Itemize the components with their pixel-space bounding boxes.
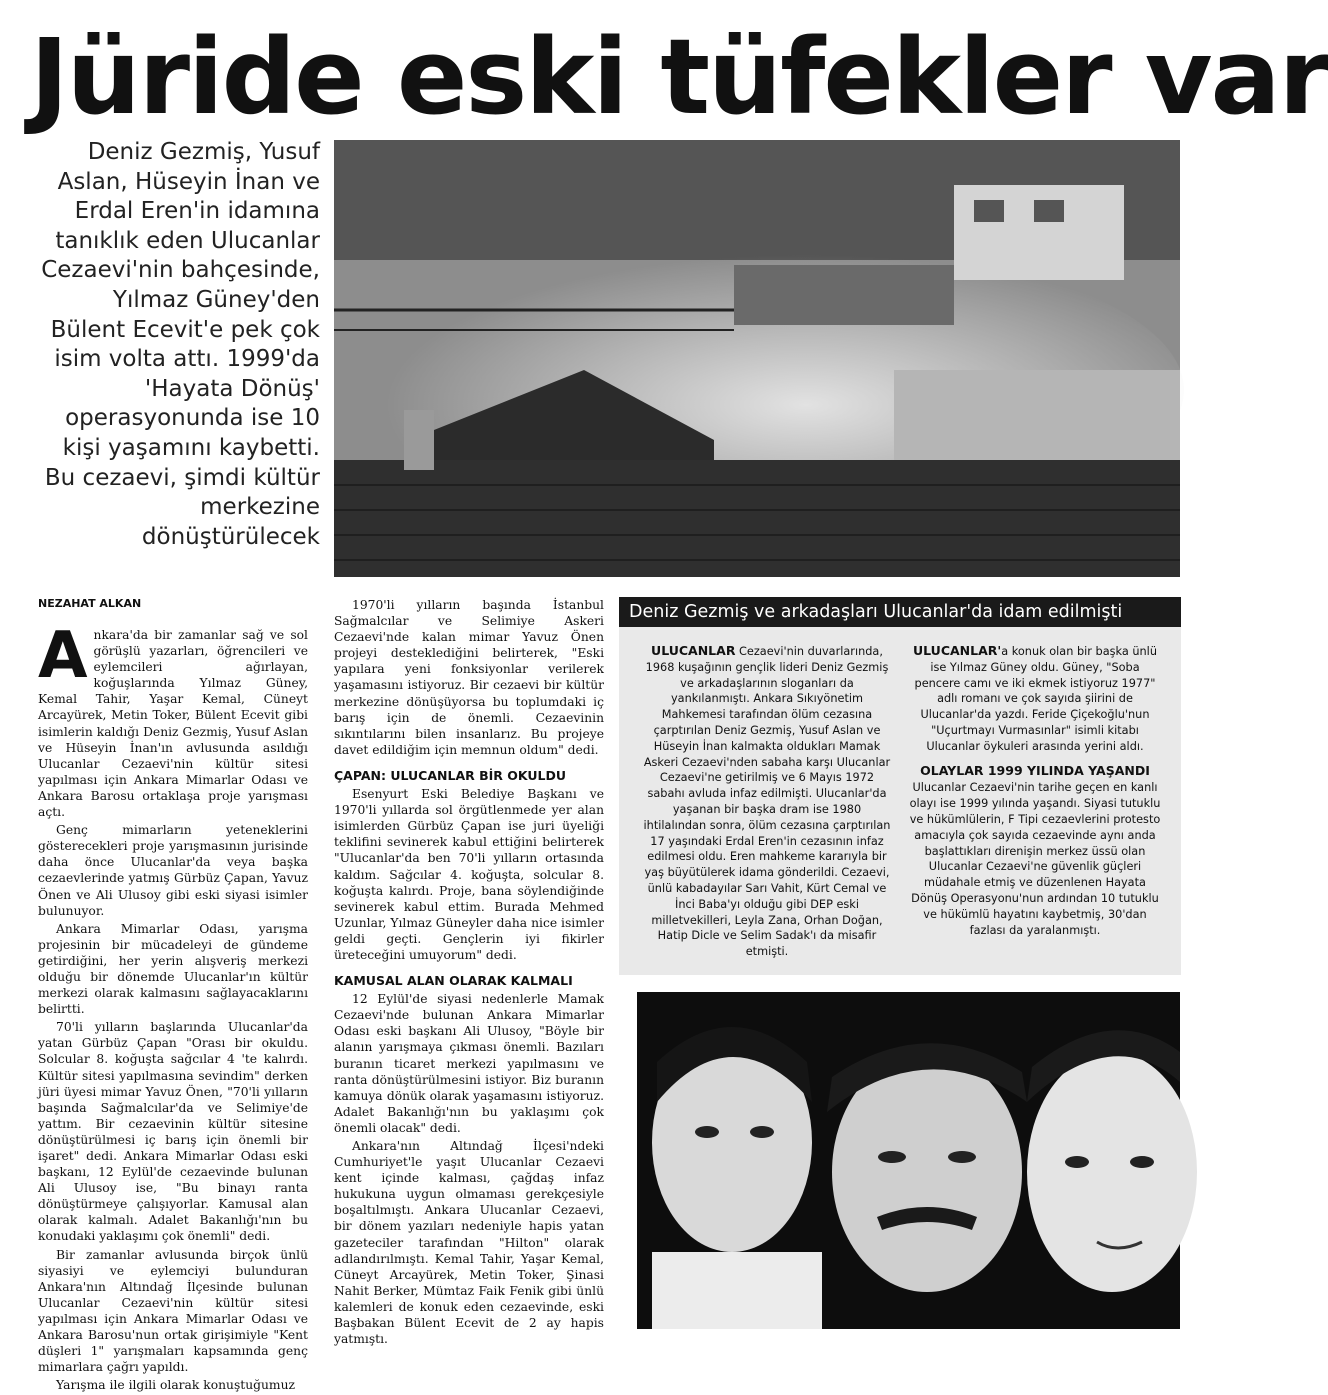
paragraph: 70'li yılların başlarında Ulucanlar'da yatan Gürbüz Çapan "Orası bir okuldu. Solcular 8. koğuşta sağcılar 4 'te kalırdı. Kültür sitesi yapılmasına sevindim" derken jüri üyesi mimar Yavuz Önen, "70'li yılların başında Sağmalcılar'da ve Selimiye'de yattım. Bir cezaevinin kültür sitesine dönüştürülmesi iç barış için önemli bir işaret" dedi. Ankara Mimarlar Odası eski başkanı, 12 Eylül'de cezaevinde bulunan Ali Ulusoy ise, "Bu binayı ranta dönüştürmeye çalışıyorlar. Kamusal alan olarak kalmalı. Adalet Bakanlığı'nın bu konudaki yaklaşımı çok önemli" dedi. bbox=[38, 1020, 308, 1244]
article-column-1 bbox=[38, 619, 308, 1395]
headline: Jüride eski tüfekler var bbox=[30, 16, 1328, 138]
paragraph: Ankara'da bir zamanlar sağ ve sol görüşlü yazarları, öğrencileri ve eylemcileri ağırlayan, koğuşlarında Yılmaz Güney, Kemal Tahir, Yaşar Kemal, Cüneyt Arcayürek, Metin Toker, Bülent Ecevit gibi isimlerin kaldığı Deniz Gezmiş, Yusuf Aslan ve Hüseyin İnan'ın avlusunda asıldığı Ulucanlar Cezaevi'nin kültür sitesi yapılması için Ankara Mimarlar Odası ve Ankara Barosu ortaklaşa proje yarışması açtı. bbox=[38, 619, 308, 820]
paragraph: 1970'li yılların başında İstanbul Sağmalcılar ve Selimiye Askeri Cezaevi'nde kalan mimar Yavuz Önen projeyi desteklediğini belirterek, "Eski yapılara yeni fonksiyonlar verilerek yaşamasını istiyoruz. Bir cezaevi bir kültür merkezine dönüşüyorsa bu toplumdaki iç barış için de önemli. Cezaevinin sıkıntılarını bilen insanlarız. Bu projeye davet edildiğim için memnun oldum" dedi. bbox=[334, 598, 604, 757]
sidebar-box bbox=[619, 627, 1181, 975]
sidebar-text: Cezaevi'nin duvarlarında, 1968 kuşağının gençlik lideri Deniz Gezmiş ve arkadaşlarının sloganları da yankılanmıştı. Ankara Sıkıyönetim Mahkemesi tarafından ölüm cezasına çarptırılan Deniz Gezmiş, Yusuf Aslan ve Hüseyin İnan kalmakta oldukları Mamak Askeri Cezaevi'nden sabaha karşı Ulucanlar Cezaevi'ne getirilmiş ve 6 Mayıs 1972 sabahı avluda infaz edilmişti. Ulucanlar'da yaşanan bir başka dram ise 1980 ihtilalından sonra, ölüm cezasına çarptırılan 17 yaşındaki Erdal Eren'in cezasının infaz edilmesi oldu. Eren mahkeme kararıyla bir yaş büyütülerek idama gönderildi. Cezaevi, ünlü kabadayılar Sarı Vahit, Kürt Cemal ve İnci Baba'yı olduğu gibi DEP eski milletvekilleri, Leyla Zana, Orhan Doğan, Hatip Dicle ve Selim Sadak'ı da misafir etmişti. bbox=[643, 645, 891, 959]
sidebar-text: Ulucanlar Cezaevi'nin tarihe geçen en kanlı olayı ise 1999 yılında yaşandı. Siyasi tutuklu ve hükümlülerin, F Tipi cezaevlerini protesto amacıyla çok sayıda cezaevinde aynı anda başlattıkları direnişin merkez üssü olan Ulucanlar Cezaevi'ne güvenlik güçleri müdahale etmiş ve düzenlenen Hayata Dönüş Operasyonu'nun ardından 10 tutuklu ve hükümlü hayatını kaybetmiş, 30'dan fazlası da yaralanmıştı. bbox=[909, 781, 1161, 937]
paragraph: Esenyurt Eski Belediye Başkanı ve 1970'li yıllarda sol örgütlenmede yer alan isimlerden Gürbüz Çapan ise juri üyeliği teklifini sevinerek kabul ettiğini belirterek "Ulucanlar'da ben 70'li yılların ortasında kaldım. Sağcılar 4. koğuşta, solcular 8. koğuşta kalırdı. Proje, bana söylendiğinde sevinerek kabul ettim. Burada Mehmed Uzunlar, Yılmaz Güneyler daha nice isimler geldi geçti. Gençlerin iyi fikirler üreteceğini umuyorum" dedi. bbox=[334, 787, 604, 962]
sidebar-paragraph bbox=[909, 643, 1161, 755]
drop-cap: A bbox=[38, 619, 88, 693]
sidebar-subheading: OLAYLAR 1999 YILINDA YAŞANDI bbox=[920, 762, 1150, 778]
paragraph: 12 Eylül'de siyasi nedenlerle Mamak Cezaevi'nde bulunan Ankara Mimarlar Odası eski başkanı Ali Ulusoy, "Böyle bir alanın yarışmaya çıkması önemli. Bazıları buranın ticaret merkezi yapılmasını ve ranta dönüştürülmesini istiyor. Biz buranın kamuya dönük olarak yaşamasını istiyoruz. Adalet Bakanlığı'nın bu yaklaşımı çok önemli olacak" dedi. bbox=[334, 992, 604, 1135]
lead-word: ULUCANLAR' bbox=[913, 643, 1002, 658]
paragraph: Ankara Mimarlar Odası, yarışma projesinin bir mücadeleyi de gündeme getirdiğini, her yerin alışveriş merkezi olduğu bir dönemde Ulucanlar'ın kültür merkezi olarak kalmasını sağlayacaklarını belirtti. bbox=[38, 921, 308, 1017]
deck-summary: Deniz Gezmiş, Yusuf Aslan, Hüseyin İnan ve Erdal Eren'in idamına tanıklık eden Ulucanlar Cezaevi'nin bahçesinde, Yılmaz Güney'den Bülent Ecevit'e pek çok isim volta attı. 1999'da 'Hayata Dönüş' operasyonunda ise 10 kişi yaşamını kaybetti. Bu cezaevi, şimdi kültür merkezine dönüştürülecek bbox=[41, 139, 320, 550]
sidebar-text: a konuk olan bir başka ünlü ise Yılmaz Güney oldu. Güney, "Soba pencere camı ve iki ekmek istiyoruz 1977" adlı romanı ve çok sayıda şiirini de Ulucanlar'da yazdı. Feride Çiçekoğlu'nun "Uçurtmayı Vurmasınlar" isimli kitabı Ulucanlar öykuleri arasında yerini aldı. bbox=[914, 645, 1157, 753]
subheading: ÇAPAN: ULUCANLAR BİR OKULDU bbox=[334, 767, 566, 783]
subheading: KAMUSAL ALAN OLARAK KALMALI bbox=[334, 973, 573, 989]
paragraph: Yarışma ile ilgili olarak konuştuğumuz bbox=[56, 1378, 295, 1393]
prison-smoke-photo bbox=[334, 140, 1180, 577]
paragraph: Bir zamanlar avlusunda birçok ünlü siyasiyi ve eylemciyi bulunduran Ankara'nın Altındağ İlçesinde bulunan Ulucanlar Cezaevi'nin kültür sitesi yapılması için Ankara Mimarlar Odası ve Ankara Barosu'nun ortak girişimiyle "Kent düşleri 1" yarışmaları kapsamında genç mimarlara çağrı yapıldı. bbox=[38, 1247, 308, 1375]
portrait-photo bbox=[637, 992, 1180, 1329]
sidebar-column-1 bbox=[641, 643, 893, 960]
article-column-2 bbox=[334, 597, 604, 1349]
paragraph: Ankara'nın Altındağ İlçesi'ndeki Cumhuriyet'le yaşıt Ulucanlar Cezaevi kent içinde kalması, çağdaş infaz hukukuna uygun olmaması gerekçesiyle boşaltılmıştı. Ankara Ulucanlar Cezaevi, bir dönem yazıları nedeniyle hapis yatan gazeteciler tarafından "Hilton" olarak adlandırılmıştı. Kemal Tahir, Yaşar Kemal, Cüneyt Arcayürek, Metin Toker, Şinasi Nahit Berker, Mümtaz Faik Fenik gibi ünlü kalemleri de konuk eden cezaevinde, eski Başbakan Bülent Ecevit de 2 ay hapis yatmıştı. bbox=[334, 1139, 604, 1347]
sidebar-column-2 bbox=[909, 643, 1161, 938]
lead-word: ULUCANLAR bbox=[651, 643, 736, 658]
byline: NEZAHAT ALKAN bbox=[38, 597, 142, 610]
paragraph: Genç mimarların yeteneklerini gösterecekleri proje yarışmasının jurisinde daha önce Ulucanlar'da veya başka cezaevlerinde yatmış Gürbüz Çapan, Yavuz Önen ve Ali Ulusoy gibi eski siyasi isimler bulunuyor. bbox=[38, 823, 308, 918]
sidebar-box-title: Deniz Gezmiş ve arkadaşları Ulucanlar'da idam edilmişti bbox=[619, 597, 1181, 627]
